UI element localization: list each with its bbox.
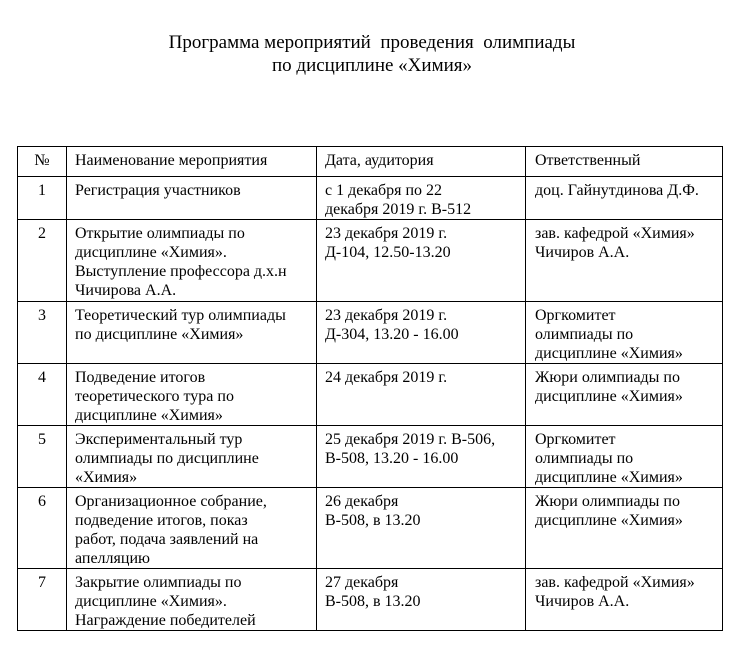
header-date-room: Дата, аудитория <box>317 147 526 177</box>
header-event-name: Наименование мероприятия <box>67 147 317 177</box>
event-name: Подведение итогов теоретического тура по дисциплине «Химия» <box>67 364 317 426</box>
table-row <box>18 177 723 220</box>
event-name: Открытие олимпиады по дисциплине «Химия». Выступление профессора д.х.н Чичирова А.А. <box>67 220 317 302</box>
event-date-room: 26 декабря В-508, в 13.20 <box>317 488 526 569</box>
document-title-line-2: по дисциплине «Химия» <box>271 55 472 76</box>
event-name: Закрытие олимпиады по дисциплине «Химия». Награждение победителей <box>67 569 317 631</box>
table-row <box>18 569 723 631</box>
table-row <box>18 302 723 364</box>
event-responsible: зав. кафедрой «Химия» Чичиров А.А. <box>526 569 723 631</box>
row-number: 4 <box>18 364 67 426</box>
row-number: 2 <box>18 220 67 302</box>
document-title-line-1: Программа мероприятий проведения олимпиады <box>168 32 576 53</box>
event-responsible: Оргкомитет олимпиады по дисциплине «Химия» <box>526 302 723 364</box>
header-number: № <box>18 147 67 177</box>
row-number: 1 <box>18 177 67 220</box>
event-name: Теоретический тур олимпиады по дисциплине «Химия» <box>67 302 317 364</box>
row-number: 5 <box>18 426 67 488</box>
table-row <box>18 364 723 426</box>
event-date-room: с 1 декабря по 22 декабря 2019 г. В-512 <box>317 177 526 220</box>
event-responsible: Жюри олимпиады по дисциплине «Химия» <box>526 364 723 426</box>
table-header-row <box>18 147 723 177</box>
event-responsible: Жюри олимпиады по дисциплине «Химия» <box>526 488 723 569</box>
table-row <box>18 220 723 302</box>
event-responsible: зав. кафедрой «Химия» Чичиров А.А. <box>526 220 723 302</box>
header-responsible: Ответственный <box>526 147 723 177</box>
event-date-room: 23 декабря 2019 г. Д-304, 13.20 - 16.00 <box>317 302 526 364</box>
event-date-room: 25 декабря 2019 г. В-506, В-508, 13.20 - 16.00 <box>317 426 526 488</box>
event-name: Экспериментальный тур олимпиады по дисциплине «Химия» <box>67 426 317 488</box>
event-responsible: доц. Гайнутдинова Д.Ф. <box>526 177 723 220</box>
document-title <box>0 31 744 77</box>
event-name: Регистрация участников <box>67 177 317 220</box>
event-date-room: 23 декабря 2019 г. Д-104, 12.50-13.20 <box>317 220 526 302</box>
table-row <box>18 426 723 488</box>
event-name: Организационное собрание, подведение итогов, показ работ, подача заявлений на апелляцию <box>67 488 317 569</box>
events-table <box>17 146 723 631</box>
event-date-room: 24 декабря 2019 г. <box>317 364 526 426</box>
event-date-room: 27 декабря В-508, в 13.20 <box>317 569 526 631</box>
row-number: 6 <box>18 488 67 569</box>
table-row <box>18 488 723 569</box>
row-number: 3 <box>18 302 67 364</box>
row-number: 7 <box>18 569 67 631</box>
event-responsible: Оргкомитет олимпиады по дисциплине «Химия» <box>526 426 723 488</box>
